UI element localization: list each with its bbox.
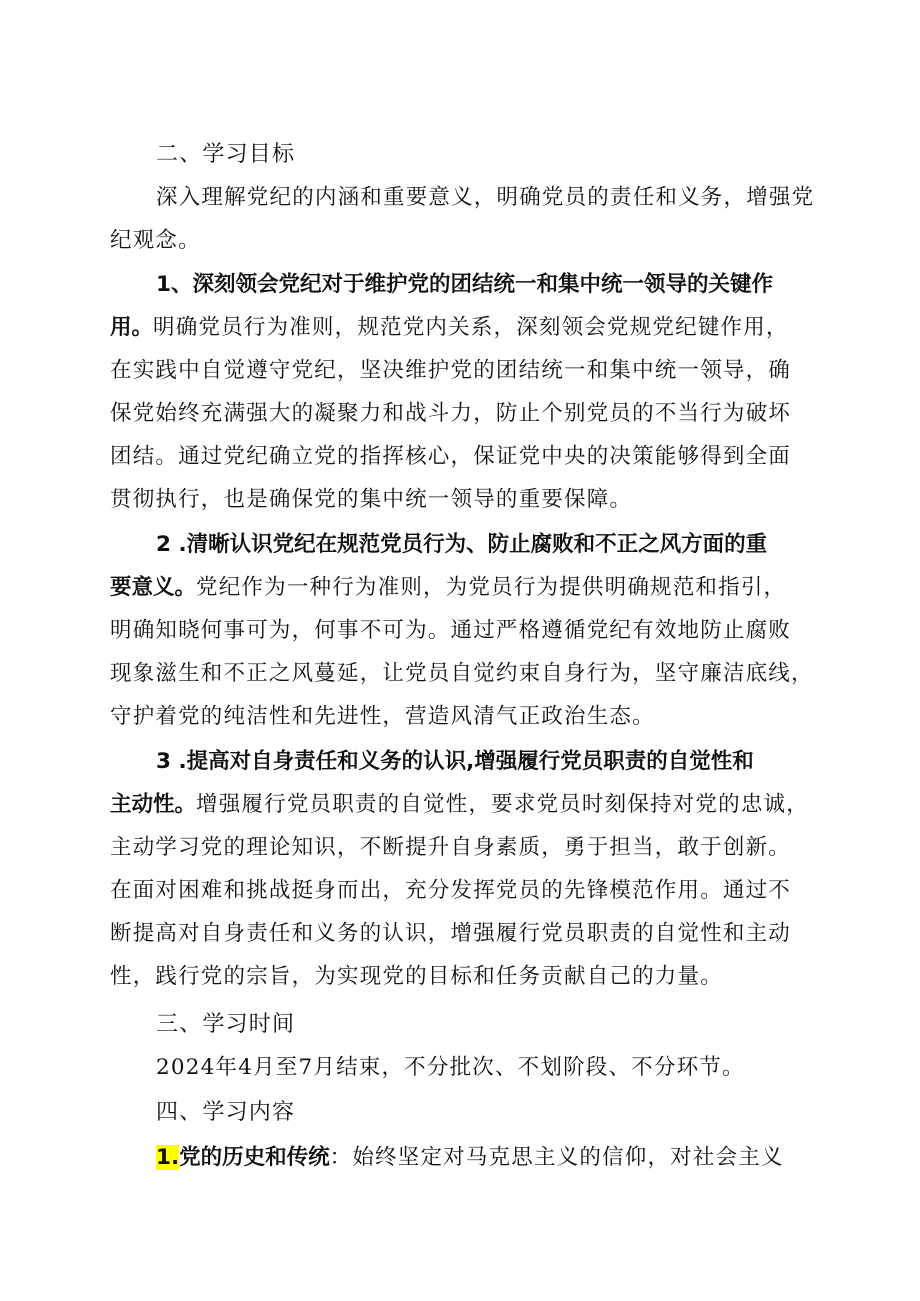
p2-line-3: 明确知晓何事可为，何事不可为。通过严格遵循党纪有效地防止腐败 [110, 618, 792, 643]
section-heading-content: 四、学习内容 [156, 1100, 296, 1125]
p3-body-line-2: 增强履行党员职责的自觉性，要求党员时刻保持对党的忠诚， [196, 792, 809, 817]
content-item-1-text: ：始终坚定对马克思主义的信仰，对社会主义 [329, 1145, 784, 1170]
p2-title-line-2: 要意义。 [110, 575, 197, 600]
p1-line-6: 贯彻执行，也是确保党的集中统一领导的重要保障。 [110, 487, 633, 512]
p1-line-3: 在实践中自觉遵守党纪，坚决维护党的团结统一和集中统一领导，确 [110, 358, 792, 383]
p1-title-line-2: 用。 [110, 315, 154, 340]
p3-title-line-2: 主动性。 [110, 792, 197, 817]
p2-body-line-2: 党纪作为一种行为准则，为党员行为提供明确规范和指引， [196, 575, 787, 600]
p3-line-3: 主动学习党的理论知识，不断提升自身素质，勇于担当，敢于创新。 [110, 835, 792, 860]
p1-line-2 [110, 313, 789, 343]
p2-line-2 [110, 573, 786, 603]
p3-line-4: 在面对困难和挑战挺身而出，充分发挥党员的先锋模范作用。通过不 [110, 878, 792, 903]
content-item-1-number: 1. [156, 1145, 180, 1170]
p3-line-5: 断提高对自身责任和义务的认识，增强履行党员职责的自觉性和主动 [110, 921, 792, 946]
p3-line-2 [110, 790, 809, 820]
p2-line-5: 守护着党的纯洁性和先进性，营造风清气正政治生态。 [110, 704, 655, 729]
p1-line-4: 保党始终充满强大的凝聚力和战斗力，防止个别党员的不当行为破坏 [110, 401, 792, 426]
p3-line-6: 性，践行党的宗旨，为实现党的目标和任务贡献自己的力量。 [110, 964, 723, 989]
p1-line-5: 团结。通过党纪确立党的指挥核心，保证党中央的决策能够得到全面 [110, 444, 792, 469]
content-item-1-title: 党的历史和传统 [179, 1145, 330, 1170]
section-heading-goals: 二、学习目标 [156, 142, 296, 167]
p1-body-line-2: 明确党员行为准则，规范党内关系，深刻领会党规党纪键作用， [153, 315, 789, 340]
content-item-1 [156, 1143, 784, 1173]
p1-title-line-1: 1、深刻领会党纪对于维护党的团结统一和集中统一领导的关键作 [156, 272, 773, 297]
section-heading-time: 三、学习时间 [156, 1012, 296, 1037]
p2-title-line-1: 2 .清晰认识党纪在规范党员行为、防止腐败和不正之风方面的重 [156, 532, 768, 557]
p2-line-4: 现象滋生和不正之风蔓延，让党员自觉约束自身行为，坚守廉洁底线， [110, 661, 814, 686]
p3-title-line-1: 3 .提高对自身责任和义务的认识,增强履行党员职责的自觉性和 [156, 749, 754, 774]
time-line: 2024年4月至7月结束，不分批次、不划阶段、不分环节。 [156, 1055, 745, 1080]
intro-line-2: 纪观念。 [110, 228, 201, 253]
intro-line-1: 深入理解党纪的内涵和重要意义，明确党员的责任和义务，增强党 [156, 185, 815, 210]
